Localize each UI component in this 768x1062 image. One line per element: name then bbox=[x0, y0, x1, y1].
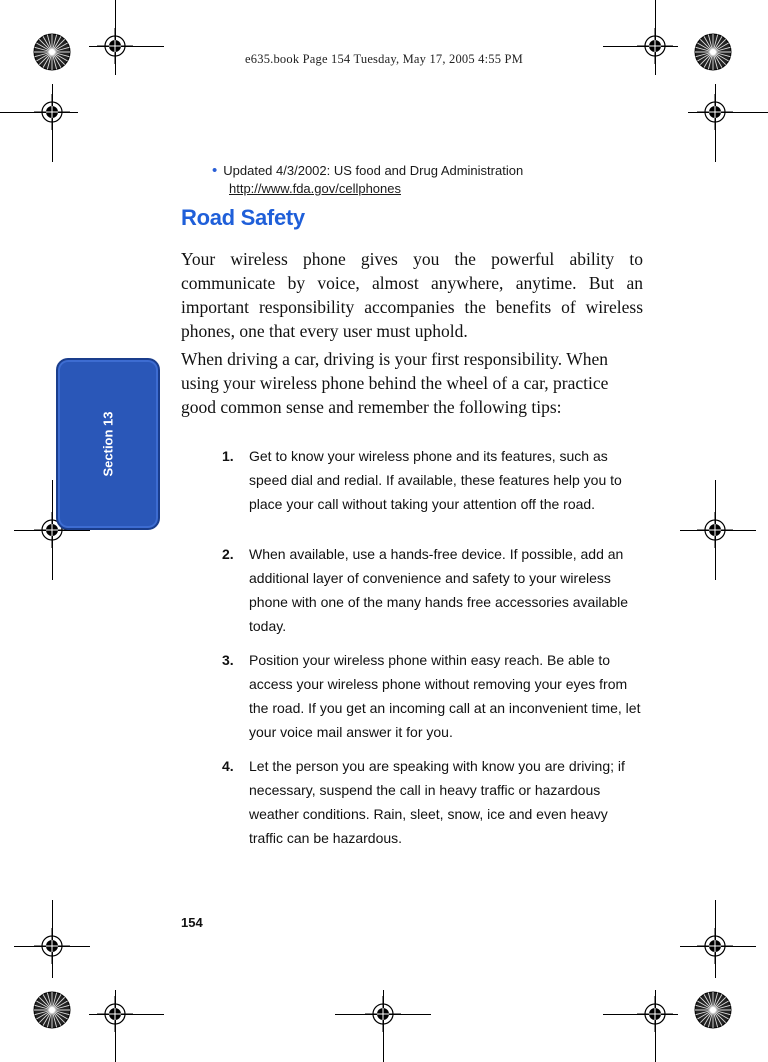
registration-mark-icon bbox=[637, 996, 673, 1032]
registration-mark-icon bbox=[97, 28, 133, 64]
list-item bbox=[222, 648, 642, 744]
list-item bbox=[222, 444, 642, 516]
registration-mark-icon bbox=[697, 512, 733, 548]
registration-mark-icon bbox=[697, 94, 733, 130]
registration-mark-icon bbox=[97, 996, 133, 1032]
list-item-number: 4. bbox=[222, 758, 234, 774]
color-wheel-icon bbox=[32, 32, 72, 72]
page-number: 154 bbox=[181, 915, 203, 930]
intro-paragraph: Your wireless phone gives you the powerful ability to communicate by voice, almost anywhere, anytime. But an important responsibility accompanies the benefits of wireless phones, one that every user must uphold. bbox=[181, 249, 643, 341]
driving-paragraph: When driving a car, driving is your first responsibility. When using your wireless phone behind the wheel of a car, practice good common sense and remember the following tips: bbox=[181, 349, 609, 417]
color-wheel-icon bbox=[693, 990, 733, 1030]
section-tab-label: Section 13 bbox=[100, 411, 116, 477]
print-header-info: e635.book Page 154 Tuesday, May 17, 2005 4:55 PM bbox=[245, 52, 523, 66]
color-wheel-icon bbox=[32, 990, 72, 1030]
list-item-text: Get to know your wireless phone and its features, such as speed dial and redial. If available, these features help you to place your call without taking your attention off the road. bbox=[249, 448, 622, 512]
section-tab bbox=[56, 358, 160, 530]
list-item-number: 3. bbox=[222, 652, 234, 668]
reference-text: Updated 4/3/2002: US food and Drug Administration bbox=[223, 163, 524, 178]
reference-link[interactable]: http://www.fda.gov/cellphones bbox=[229, 181, 401, 196]
section-heading: Road Safety bbox=[181, 205, 305, 230]
registration-mark-icon bbox=[697, 928, 733, 964]
list-item bbox=[222, 542, 642, 638]
registration-mark-icon bbox=[34, 94, 70, 130]
bullet-icon: • bbox=[212, 162, 218, 179]
registration-mark-icon bbox=[637, 28, 673, 64]
list-item-text: When available, use a hands-free device. If possible, add an additional layer of convenience and safety to your wireless phone with one of the many hands free accessories available today. bbox=[249, 546, 629, 634]
list-item-text: Let the person you are speaking with know you are driving; if necessary, suspend the call in heavy traffic or hazardous weather conditions. Rain, sleet, snow, ice and even heavy traffic can be hazardous. bbox=[249, 758, 625, 846]
list-item-number: 1. bbox=[222, 448, 234, 464]
list-item bbox=[222, 754, 642, 850]
color-wheel-icon bbox=[693, 32, 733, 72]
reference-bullet bbox=[212, 161, 523, 181]
registration-mark-icon bbox=[365, 996, 401, 1032]
list-item-number: 2. bbox=[222, 546, 234, 562]
registration-mark-icon bbox=[34, 928, 70, 964]
list-item-text: Position your wireless phone within easy reach. Be able to access your wireless phone without removing your eyes from the road. If you get an incoming call at an inconvenient time, let your voice mail answer it for you. bbox=[249, 652, 641, 740]
